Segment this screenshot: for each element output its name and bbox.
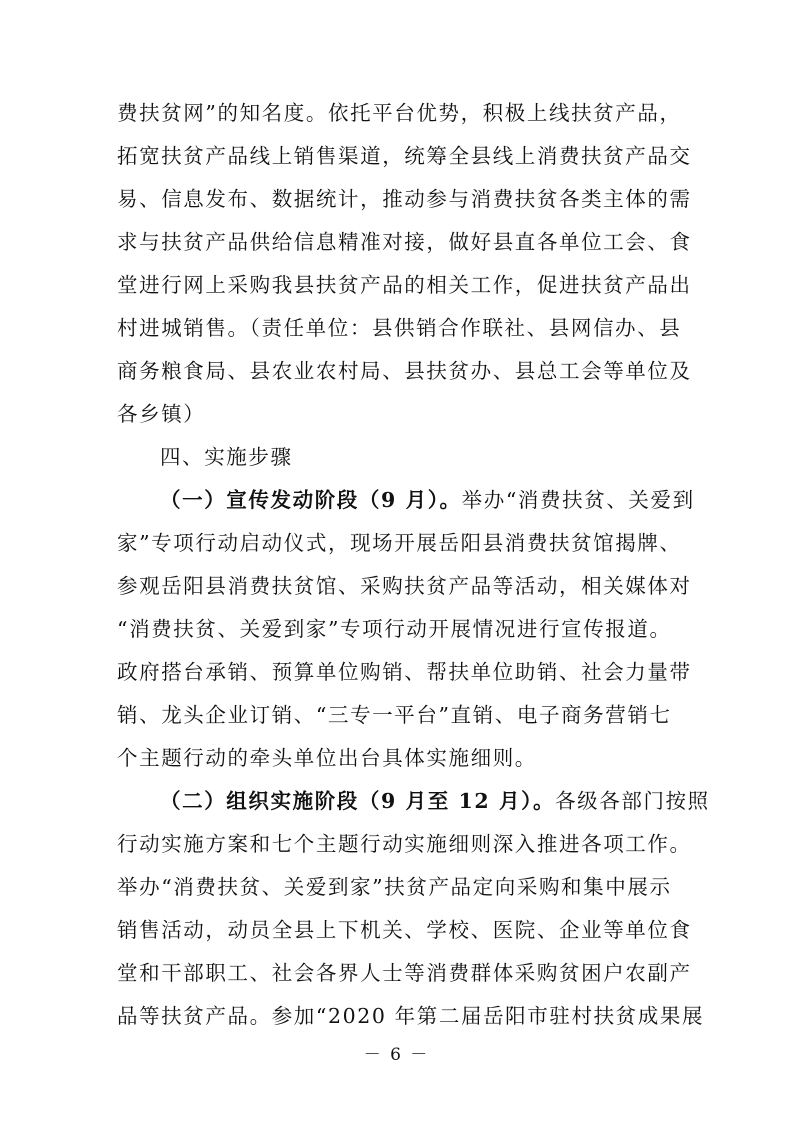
stage1-title: （一）宣传发动阶段（9 月）。 xyxy=(160,488,462,512)
paragraph-line: “消费扶贫、关爱到家”专项行动开展情况进行宣传报道。 xyxy=(117,617,672,641)
paragraph-line: 销、龙头企业订销、“三专一平台”直销、电子商务营销七 xyxy=(117,703,672,727)
paragraph-line: 各乡镇） xyxy=(117,402,206,426)
paragraph-line: 销售活动，动员全县上下机关、学校、医院、企业等单位食 xyxy=(117,918,692,942)
paragraph-line: 品等扶贫产品。参加“2020 年第二届岳阳市驻村扶贫成果展 xyxy=(117,1004,705,1028)
paragraph-line: 堂和干部职工、社会各界人士等消费群体采购贫困户农副产 xyxy=(117,961,692,985)
paragraph-line: 商务粮食局、县农业农村局、县扶贫办、县总工会等单位及 xyxy=(117,359,692,383)
paragraph-line: 参观岳阳县消费扶贫馆、采购扶贫产品等活动，相关媒体对 xyxy=(117,574,692,598)
stage1-first-text: 举办“消费扶贫、关爱到 xyxy=(461,488,695,512)
page-number: － 6 － xyxy=(363,1045,430,1065)
paragraph-line: 易、信息发布、数据统计，推动参与消费扶贫各类主体的需 xyxy=(117,187,692,211)
paragraph-line: 求与扶贫产品供给信息精准对接，做好县直各单位工会、食 xyxy=(117,230,692,254)
paragraph-line: 政府搭台承销、预算单位购销、帮扶单位助销、社会力量带 xyxy=(117,660,692,684)
stage2-first-text: 各级各部门按照 xyxy=(555,789,710,813)
paragraph-line: 行动实施方案和七个主题行动实施细则深入推进各项工作。 xyxy=(117,832,692,856)
paragraph-line: 家”专项行动启动仪式，现场开展岳阳县消费扶贫馆揭牌、 xyxy=(117,531,682,555)
paragraph-line: 村进城销售。（责任单位：县供销合作联社、县网信办、县 xyxy=(117,316,682,340)
paragraph-line: 个主题行动的牵头单位出台具体实施细则。 xyxy=(117,746,537,770)
paragraph-line: 拓宽扶贫产品线上销售渠道，统筹全县线上消费扶贫产品交 xyxy=(117,144,692,168)
stage2-title: （二）组织实施阶段（9 月至 12 月）。 xyxy=(160,789,556,813)
paragraph-line: 堂进行网上采购我县扶贫产品的相关工作，促进扶贫产品出 xyxy=(117,273,692,297)
paragraph-line: 举办“消费扶贫、关爱到家”扶贫产品定向采购和集中展示 xyxy=(117,875,672,899)
stage1-first-line xyxy=(160,485,720,515)
section-heading: 四、实施步骤 xyxy=(160,445,293,469)
paragraph-line: 费扶贫网”的知名度。依托平台优势，积极上线扶贫产品， xyxy=(117,101,682,125)
stage2-first-line xyxy=(160,786,720,816)
